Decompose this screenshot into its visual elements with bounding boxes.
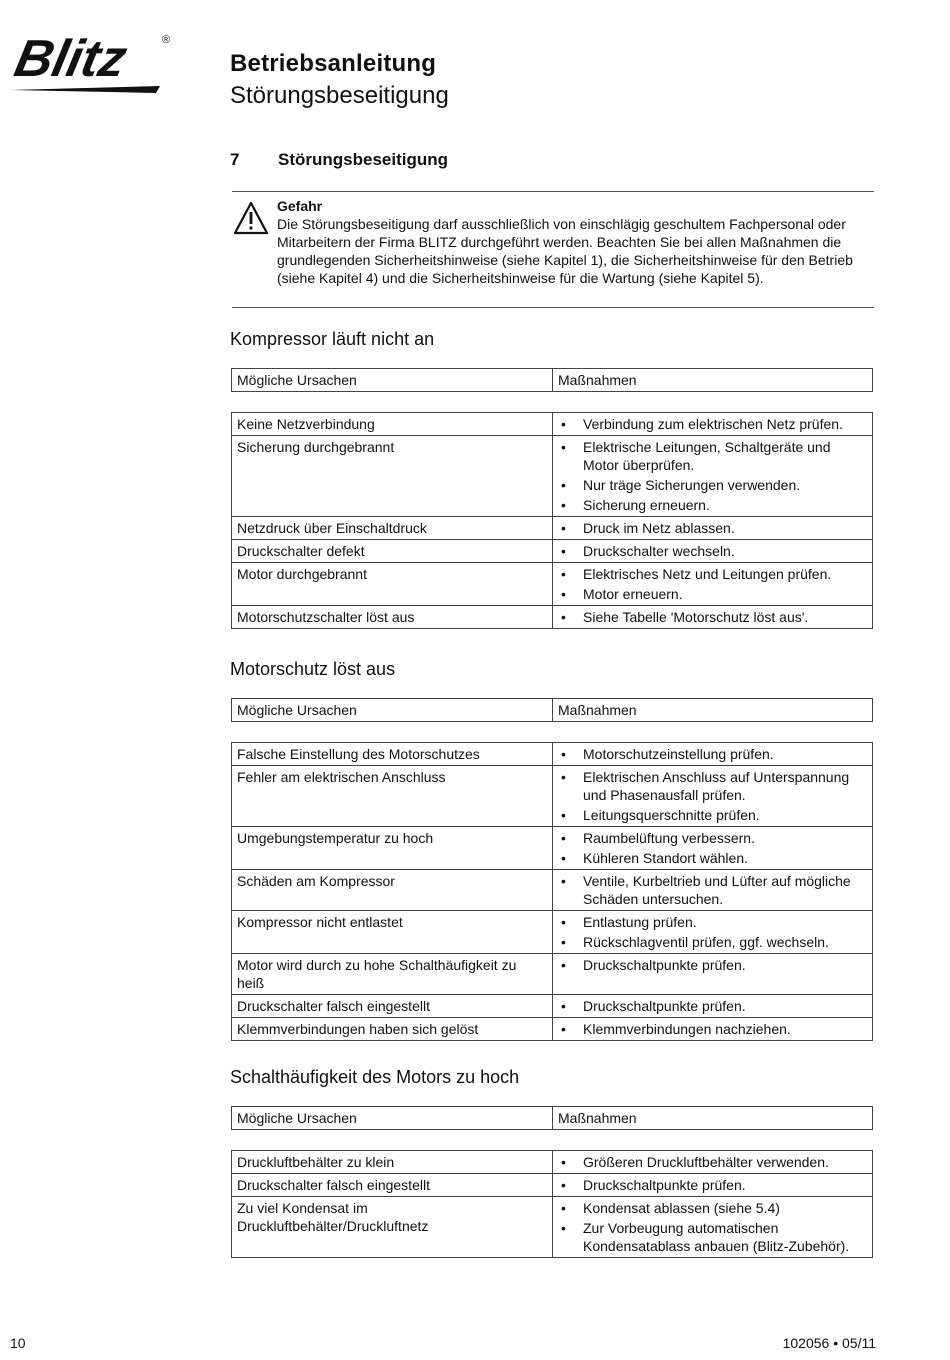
cause-cell: Umgebungstemperatur zu hoch bbox=[232, 827, 553, 870]
table-row bbox=[232, 995, 873, 1018]
action-item: • Klemmverbindungen nachziehen. bbox=[558, 1020, 867, 1038]
cause-cell: Netzdruck über Einschaltdruck bbox=[232, 517, 553, 540]
cause-cell: Druckschalter falsch eingestellt bbox=[232, 995, 553, 1018]
action-item: • Druck im Netz ablassen. bbox=[558, 519, 867, 537]
warning-triangle-icon bbox=[232, 200, 270, 236]
cause-cell: Kompressor nicht entlastet bbox=[232, 911, 553, 954]
table-row bbox=[232, 766, 873, 827]
cause-cell: Keine Netzverbindung bbox=[232, 413, 553, 436]
table-motor-protection bbox=[231, 742, 873, 1041]
header-actions: Maßnahmen bbox=[553, 1107, 873, 1130]
page-number: 10 bbox=[10, 1335, 26, 1351]
cause-cell: Druckschalter falsch eingestellt bbox=[232, 1174, 553, 1197]
action-item: • Siehe Tabelle 'Motorschutz löst aus'. bbox=[558, 608, 867, 626]
header-causes: Mögliche Ursachen bbox=[232, 369, 553, 392]
action-item: • Zur Vorbeugung automatischen Kondensatablass anbauen (Blitz-Zubehör). bbox=[558, 1219, 867, 1255]
actions-cell bbox=[553, 606, 873, 629]
section-number: 7 bbox=[230, 150, 240, 169]
action-item: • Verbindung zum elektrischen Netz prüfen. bbox=[558, 415, 867, 433]
cause-cell: Zu viel Kondensat im Druckluftbehälter/Druckluftnetz bbox=[232, 1197, 553, 1258]
actions-cell bbox=[553, 954, 873, 995]
cause-cell: Falsche Einstellung des Motorschutzes bbox=[232, 743, 553, 766]
table-row bbox=[232, 1197, 873, 1258]
action-item: • Elektrisches Netz und Leitungen prüfen. bbox=[558, 565, 867, 583]
logo-registered-mark: ® bbox=[162, 34, 171, 46]
action-item: • Druckschaltpunkte prüfen. bbox=[558, 956, 867, 974]
actions-cell bbox=[553, 1151, 873, 1174]
cause-cell: Schäden am Kompressor bbox=[232, 870, 553, 911]
table-compressor-not-starting bbox=[231, 412, 873, 629]
section-title: Störungsbeseitigung bbox=[278, 150, 448, 169]
table-row bbox=[232, 870, 873, 911]
table-heading-switching-frequency: Schalthäufigkeit des Motors zu hoch bbox=[230, 1067, 520, 1087]
table-row bbox=[232, 1018, 873, 1041]
table-header-motor-protection bbox=[231, 698, 873, 722]
action-item: • Sicherung erneuern. bbox=[558, 496, 867, 514]
action-item: • Kondensat ablassen (siehe 5.4) bbox=[558, 1199, 867, 1217]
header-actions: Maßnahmen bbox=[553, 699, 873, 722]
action-item: • Motorschutzeinstellung prüfen. bbox=[558, 745, 867, 763]
table-row bbox=[232, 413, 873, 436]
cause-cell: Fehler am elektrischen Anschluss bbox=[232, 766, 553, 827]
action-item: • Ventile, Kurbeltrieb und Lüfter auf mögliche Schäden untersuchen. bbox=[558, 872, 867, 908]
action-item: • Nur träge Sicherungen verwenden. bbox=[558, 476, 867, 494]
cause-cell: Druckluftbehälter zu klein bbox=[232, 1151, 553, 1174]
document-title: Betriebsanleitung bbox=[230, 50, 437, 77]
action-item: • Entlastung prüfen. bbox=[558, 913, 867, 931]
document-id: 102056 • 05/11 bbox=[782, 1335, 876, 1351]
action-item: • Elektrischen Anschluss auf Unterspannung und Phasenausfall prüfen. bbox=[558, 768, 867, 804]
blitz-logo bbox=[10, 30, 178, 96]
cause-cell: Motor wird durch zu hohe Schalthäufigkeit zu heiß bbox=[232, 954, 553, 995]
header-causes: Mögliche Ursachen bbox=[232, 1107, 553, 1130]
actions-cell bbox=[553, 540, 873, 563]
table-heading-motor-protection: Motorschutz löst aus bbox=[230, 659, 396, 679]
table-row bbox=[232, 827, 873, 870]
table-heading-compressor-not-starting: Kompressor läuft nicht an bbox=[230, 329, 435, 349]
action-item: • Leitungsquerschnitte prüfen. bbox=[558, 806, 867, 824]
table-header-compressor-not-starting bbox=[231, 368, 873, 392]
actions-cell bbox=[553, 743, 873, 766]
table-row bbox=[232, 540, 873, 563]
document-subtitle: Störungsbeseitigung bbox=[230, 82, 449, 109]
table-row bbox=[232, 563, 873, 606]
danger-title: Gefahr bbox=[277, 198, 323, 214]
table-row bbox=[232, 743, 873, 766]
actions-cell bbox=[553, 1174, 873, 1197]
cause-cell: Klemmverbindungen haben sich gelöst bbox=[232, 1018, 553, 1041]
actions-cell bbox=[553, 436, 873, 517]
danger-notice bbox=[232, 191, 874, 308]
table-row bbox=[232, 517, 873, 540]
actions-cell bbox=[553, 563, 873, 606]
cause-cell: Druckschalter defekt bbox=[232, 540, 553, 563]
table-header-switching-frequency bbox=[231, 1106, 873, 1130]
action-item: • Motor erneuern. bbox=[558, 585, 867, 603]
actions-cell bbox=[553, 413, 873, 436]
action-item: • Raumbelüftung verbessern. bbox=[558, 829, 867, 847]
danger-text: Die Störungsbeseitigung darf ausschließlich von einschlägig geschultem Fachpersonal oder Mitarbeitern der Firma BLITZ durchgeführt werden. Beachten Sie bei allen Maßnahmen die grundlegenden Sicherheitshinweise (siehe Kapitel 1), die Sicherheitshinweise für den Betrieb (siehe Kapitel 4) und die Sicherheitshinweise für die Wartung (siehe Kapitel 5). bbox=[277, 216, 853, 286]
actions-cell bbox=[553, 517, 873, 540]
action-item: • Rückschlagventil prüfen, ggf. wechseln. bbox=[558, 933, 867, 951]
actions-cell bbox=[553, 766, 873, 827]
header-actions: Maßnahmen bbox=[553, 369, 873, 392]
actions-cell bbox=[553, 870, 873, 911]
table-row bbox=[232, 436, 873, 517]
cause-cell: Sicherung durchgebrannt bbox=[232, 436, 553, 517]
actions-cell bbox=[553, 911, 873, 954]
action-item: • Druckschaltpunkte prüfen. bbox=[558, 1176, 867, 1194]
table-switching-frequency bbox=[231, 1150, 873, 1258]
action-item: • Druckschalter wechseln. bbox=[558, 542, 867, 560]
cause-cell: Motorschutzschalter löst aus bbox=[232, 606, 553, 629]
actions-cell bbox=[553, 1197, 873, 1258]
table-row bbox=[232, 911, 873, 954]
table-row bbox=[232, 954, 873, 995]
action-item: • Elektrische Leitungen, Schaltgeräte und Motor überprüfen. bbox=[558, 438, 867, 474]
header-causes: Mögliche Ursachen bbox=[232, 699, 553, 722]
action-item: • Druckschaltpunkte prüfen. bbox=[558, 997, 867, 1015]
cause-cell: Motor durchgebrannt bbox=[232, 563, 553, 606]
actions-cell bbox=[553, 1018, 873, 1041]
table-row bbox=[232, 1151, 873, 1174]
logo-text: Blitz bbox=[10, 30, 132, 88]
actions-cell bbox=[553, 995, 873, 1018]
actions-cell bbox=[553, 827, 873, 870]
action-item: • Größeren Druckluftbehälter verwenden. bbox=[558, 1153, 867, 1171]
table-row bbox=[232, 1174, 873, 1197]
table-row bbox=[232, 606, 873, 629]
action-item: • Kühleren Standort wählen. bbox=[558, 849, 867, 867]
